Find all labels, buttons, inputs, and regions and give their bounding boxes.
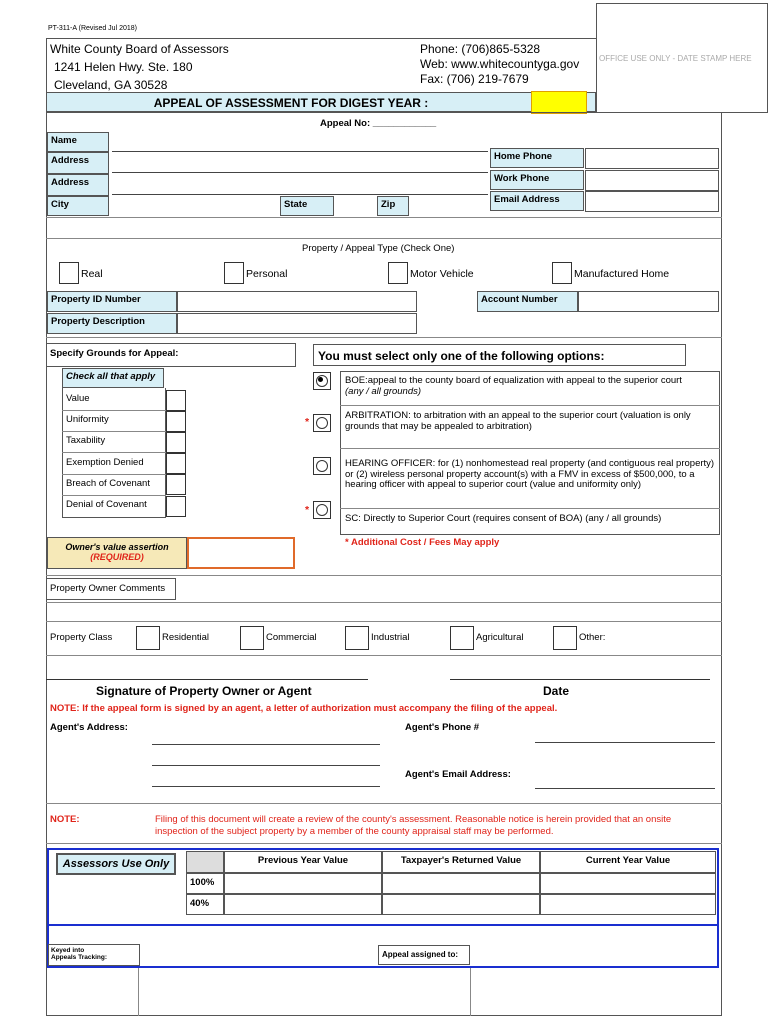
personal-checkbox[interactable] [224, 262, 244, 284]
state-label: State [280, 196, 334, 216]
appeal-number: Appeal No: ____________ [320, 118, 437, 129]
divider [62, 452, 166, 453]
city-label: City [47, 196, 109, 216]
agent-phone-field[interactable] [535, 742, 715, 743]
col-taxpayer-returned: Taxpayer's Returned Value [382, 851, 540, 873]
industrial-checkbox[interactable] [345, 626, 369, 650]
property-class-label: Property Class [50, 632, 113, 643]
owners-value-label [47, 537, 187, 569]
divider [62, 495, 166, 496]
denial-covenant-checkbox[interactable] [166, 496, 186, 517]
agent-address-line2[interactable] [152, 765, 380, 766]
option-boe [345, 375, 715, 397]
owners-value-field[interactable] [187, 537, 295, 569]
ground-value: Value [66, 393, 90, 404]
row-40: 40% [186, 894, 224, 915]
divider [340, 405, 720, 406]
sc-star: * [305, 504, 310, 516]
motor-vehicle-checkbox[interactable] [388, 262, 408, 284]
date-stamp-label: OFFICE USE ONLY - DATE STAMP HERE [599, 54, 752, 63]
agricultural-label: Agricultural [476, 632, 524, 643]
commercial-label: Commercial [266, 632, 317, 643]
assessors-corner [186, 851, 224, 873]
work-phone-field[interactable] [585, 170, 719, 191]
ground-exemption-denied: Exemption Denied [66, 457, 144, 468]
option-hearing-officer: HEARING OFFICER: for (1) nonhomestead real property (and contiguous real property) or (2) wireless personal property account(s) with a FMV in excess of $500,000, to a hearing officer with appeal to superior court (value and uniformity only) [345, 458, 715, 490]
address1-label: Address [47, 152, 109, 174]
ground-denial-covenant: Denial of Covenant [66, 499, 147, 510]
office-name: White County Board of Assessors [50, 42, 229, 56]
option-arbitration: ARBITRATION: to arbitration with an appeal to the superior court (valuation is only grounds that may be appealed to arbitration) [345, 410, 691, 432]
owners-value-line1: Owner's value assertion [65, 542, 169, 552]
address2-field[interactable] [112, 194, 488, 195]
col-previous-year: Previous Year Value [224, 851, 382, 873]
divider [46, 238, 722, 239]
account-number-field[interactable] [578, 291, 719, 312]
uniformity-checkbox[interactable] [166, 411, 186, 432]
real-checkbox[interactable] [59, 262, 79, 284]
col-current-year: Current Year Value [540, 851, 716, 873]
property-id-field[interactable] [177, 291, 417, 312]
current-100-field[interactable] [540, 873, 716, 894]
arbitration-star: * [305, 416, 310, 428]
signature-label: Signature of Property Owner or Agent [96, 684, 312, 698]
address2-label: Address [47, 174, 109, 196]
divider [46, 655, 722, 656]
ground-uniformity: Uniformity [66, 414, 109, 425]
options-heading: You must select only one of the following options: [313, 344, 686, 366]
boe-radio[interactable] [313, 372, 331, 390]
office-address1: 1241 Helen Hwy. Ste. 180 [54, 60, 193, 74]
agent-email-label: Agent's Email Address: [405, 769, 511, 780]
other-checkbox[interactable] [553, 626, 577, 650]
keyed-tracking-label [48, 944, 140, 966]
option-boe-text: BOE:appeal to the county board of equalization with appeal to the superior court [345, 375, 682, 386]
date-label: Date [543, 684, 570, 698]
manufactured-home-label: Manufactured Home [574, 268, 670, 280]
keyed-line2: Appeals Tracking: [51, 954, 107, 961]
divider [46, 337, 722, 338]
zip-label: Zip [377, 196, 409, 216]
keyed-line1: Keyed into [51, 947, 85, 954]
divider [48, 924, 718, 926]
arbitration-radio[interactable] [313, 414, 331, 432]
office-address2: Cleveland, GA 30528 [54, 78, 168, 92]
form-title-text: APPEAL OF ASSESSMENT FOR DIGEST YEAR : [153, 96, 429, 110]
divider [46, 575, 722, 576]
divider [62, 474, 166, 475]
residential-label: Residential [162, 632, 209, 643]
note-text2: inspection of the subject property by a member of the county appraisal staff may be performed. [155, 826, 554, 837]
divider [470, 968, 471, 1016]
home-phone-label: Home Phone [490, 148, 584, 168]
date-stamp-box [596, 3, 768, 113]
appeal-assigned-label: Appeal assigned to: [378, 945, 470, 965]
real-label: Real [81, 268, 103, 280]
property-type-heading: Property / Appeal Type (Check One) [302, 243, 455, 254]
divider [138, 968, 139, 1016]
option-boe-sub: (any / all grounds) [345, 386, 422, 397]
divider [46, 621, 722, 622]
divider [340, 508, 720, 509]
check-all-label: Check all that apply [62, 368, 164, 388]
ground-taxability: Taxability [66, 435, 106, 446]
taxpayer-40-field[interactable] [382, 894, 540, 915]
note-label: NOTE: [50, 814, 80, 825]
hearing-officer-radio[interactable] [313, 457, 331, 475]
personal-label: Personal [246, 268, 288, 280]
note-text1: Filing of this document will create a review of the county's assessment. Reasonable notice is herein provided that an onsite [155, 814, 672, 825]
option-superior-court: SC: Directly to Superior Court (requires consent of BOA) (any / all grounds) [345, 513, 662, 524]
superior-court-radio[interactable] [313, 501, 331, 519]
home-phone-field[interactable] [585, 148, 719, 169]
form-id: PT-311-A (Revised Jul 2018) [48, 25, 137, 32]
agent-email-field[interactable] [535, 788, 715, 789]
property-description-label: Property Description [47, 313, 177, 334]
agricultural-checkbox[interactable] [450, 626, 474, 650]
property-description-field[interactable] [177, 313, 417, 334]
ground-breach-covenant: Breach of Covenant [66, 478, 150, 489]
divider [46, 217, 722, 218]
signature-line[interactable] [46, 679, 368, 680]
prev-100-field[interactable] [224, 873, 382, 894]
value-checkbox[interactable] [166, 390, 186, 411]
industrial-label: Industrial [371, 632, 410, 643]
account-number-label: Account Number [477, 291, 578, 312]
divider [62, 431, 166, 432]
divider [340, 448, 720, 449]
work-phone-label: Work Phone [490, 170, 584, 190]
owner-comments-label: Property Owner Comments [46, 578, 176, 600]
email-field[interactable] [585, 191, 719, 212]
owners-value-line2: (REQUIRED) [90, 552, 144, 562]
office-web: Web: www.whitecountyga.gov [420, 57, 580, 71]
date-line[interactable] [450, 679, 710, 680]
taxability-checkbox[interactable] [166, 432, 186, 453]
property-id-label: Property ID Number [47, 291, 177, 312]
email-label: Email Address [490, 191, 584, 211]
residential-checkbox[interactable] [136, 626, 160, 650]
exemption-denied-checkbox[interactable] [166, 453, 186, 474]
agent-phone-label: Agent's Phone # [405, 722, 480, 733]
manufactured-home-checkbox[interactable] [552, 262, 572, 284]
other-label: Other: [579, 632, 606, 643]
name-field[interactable] [112, 151, 488, 152]
divider [46, 843, 722, 844]
digest-year-field[interactable] [531, 91, 587, 114]
address1-field[interactable] [112, 172, 488, 173]
divider [46, 602, 722, 603]
row-100: 100% [186, 873, 224, 894]
breach-covenant-checkbox[interactable] [166, 474, 186, 495]
current-40-field[interactable] [540, 894, 716, 915]
agent-address-line3[interactable] [152, 786, 380, 787]
agent-address-line1[interactable] [152, 744, 380, 745]
office-phone: Phone: (706)865-5328 [420, 42, 541, 56]
divider [62, 410, 166, 411]
taxpayer-100-field[interactable] [382, 873, 540, 894]
divider [46, 803, 722, 804]
additional-cost-note: * Additional Cost / Fees May apply [345, 537, 500, 548]
form-title [46, 92, 596, 112]
commercial-checkbox[interactable] [240, 626, 264, 650]
prev-40-field[interactable] [224, 894, 382, 915]
agent-address-label: Agent's Address: [50, 722, 128, 733]
agent-note: NOTE: If the appeal form is signed by an agent, a letter of authorization must accompany the filing of the appeal. [50, 703, 558, 714]
motor-vehicle-label: Motor Vehicle [410, 268, 474, 280]
name-label: Name [47, 132, 109, 152]
office-fax: Fax: (706) 219-7679 [420, 72, 529, 86]
grounds-heading: Specify Grounds for Appeal: [46, 343, 296, 367]
assessors-title: Assessors Use Only [56, 853, 176, 875]
